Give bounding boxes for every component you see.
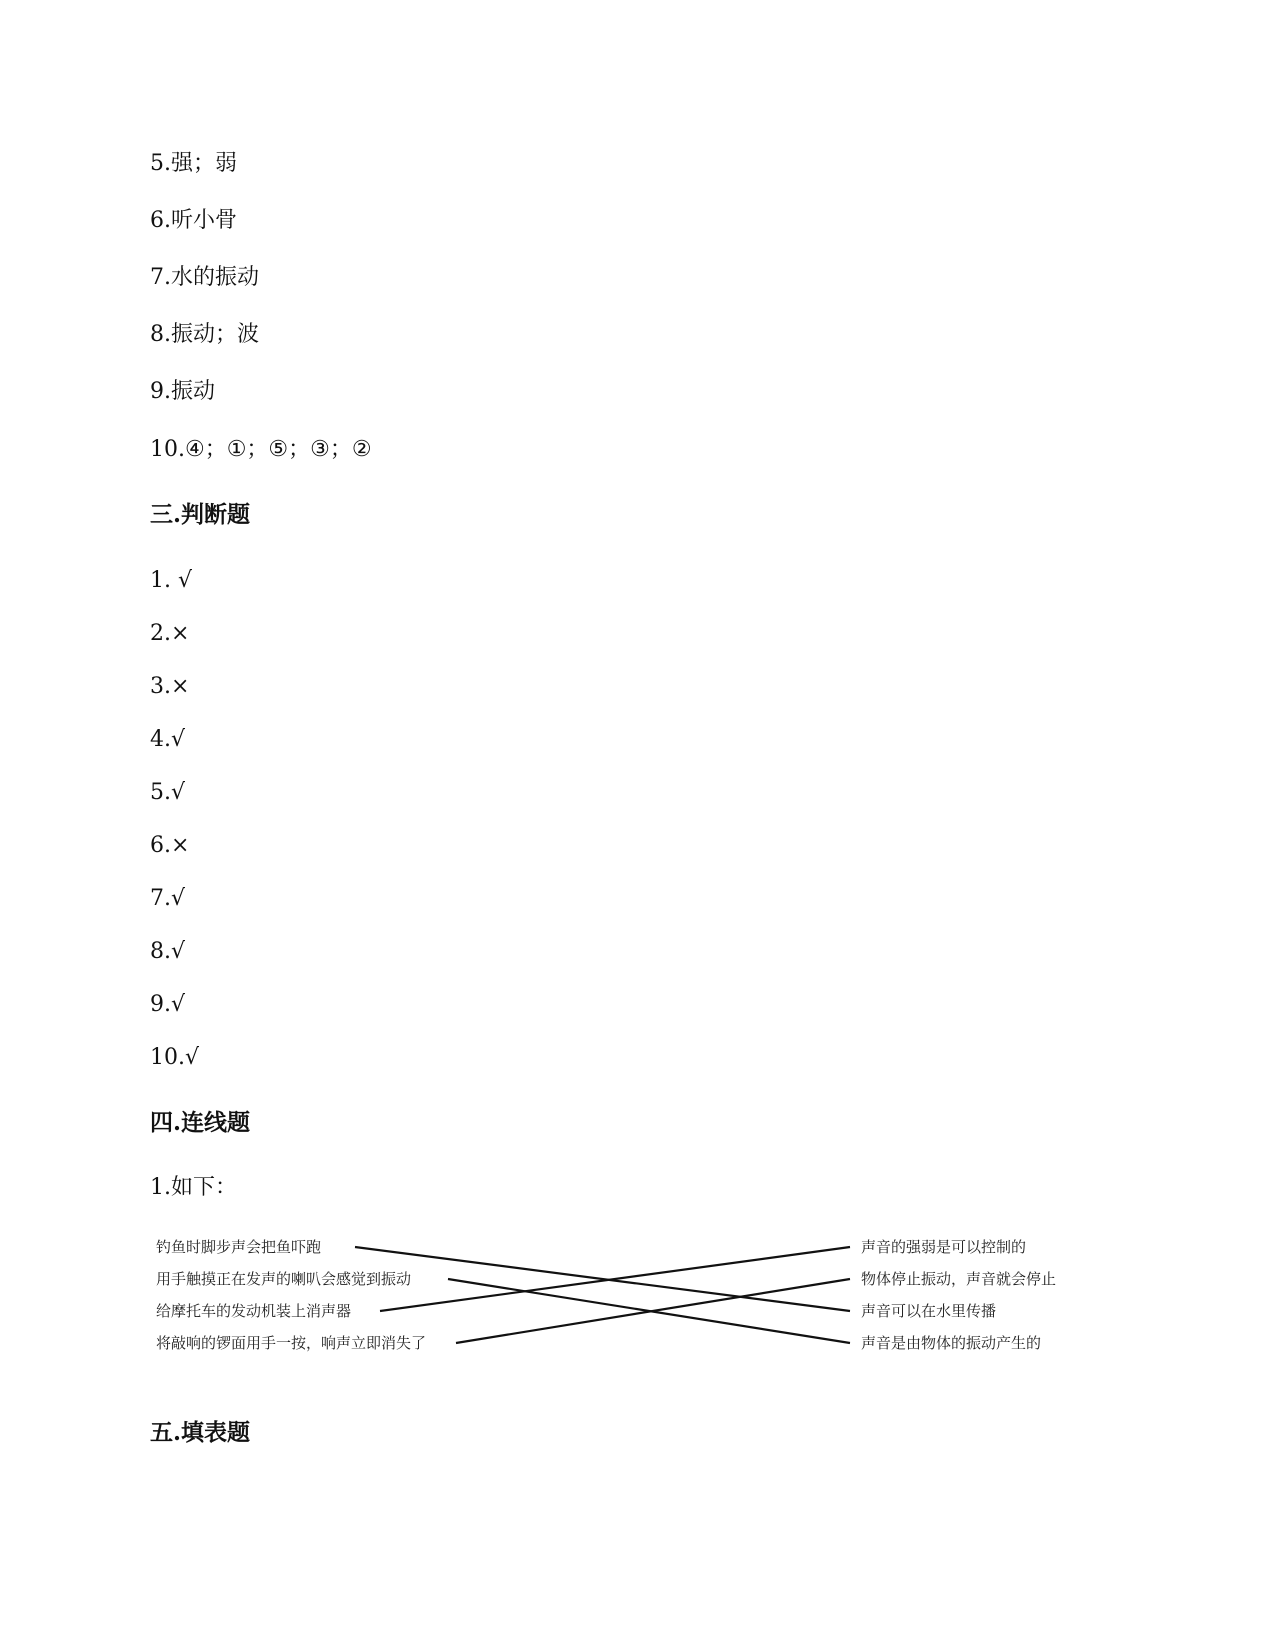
right-item-1: 声音的强弱是可以控制的 [861, 1238, 1027, 1256]
left-item-1: 钓鱼时脚步声会把鱼吓跑 [156, 1238, 322, 1256]
answer-line-5: 5.强；弱 [150, 151, 237, 176]
left-item-4: 将敲响的锣面用手一按，响声立即消失了 [156, 1334, 427, 1352]
right-item-2: 物体停止振动，声音就会停止 [861, 1270, 1057, 1288]
answer-line-6: 6.听小骨 [150, 208, 237, 233]
judgment-answer-2: 2.× [150, 621, 190, 646]
answer-line-7: 7.水的振动 [150, 265, 259, 290]
matching-item-label: 1.如下： [150, 1175, 237, 1200]
left-item-3: 给摩托车的发动机装上消声器 [156, 1302, 352, 1320]
answer-line-10: 10.④；①；⑤；③；② [150, 437, 372, 462]
judgment-answer-5: 5.√ [150, 780, 186, 805]
judgment-answer-8: 8.√ [150, 939, 186, 964]
judgment-answer-7: 7.√ [150, 886, 186, 911]
judgment-answer-6: 6.× [150, 833, 190, 858]
judgment-answer-1: 1. √ [150, 568, 193, 593]
judgment-answer-4: 4.√ [150, 727, 186, 752]
left-item-2: 用手触摸正在发声的喇叭会感觉到振动 [156, 1270, 412, 1288]
matching-diagram [150, 1234, 1120, 1364]
right-item-3: 声音可以在水里传播 [861, 1302, 997, 1320]
section-heading-judgment: 三.判断题 [150, 501, 251, 528]
section-heading-matching: 四.连线题 [150, 1109, 251, 1136]
section-heading-table: 五.填表题 [150, 1419, 251, 1446]
right-item-4: 声音是由物体的振动产生的 [861, 1334, 1042, 1352]
judgment-answer-10: 10.√ [150, 1045, 200, 1070]
judgment-answer-9: 9.√ [150, 992, 186, 1017]
answer-line-9: 9.振动 [150, 379, 215, 404]
judgment-answer-3: 3.× [150, 674, 190, 699]
answer-line-8: 8.振动；波 [150, 322, 259, 347]
